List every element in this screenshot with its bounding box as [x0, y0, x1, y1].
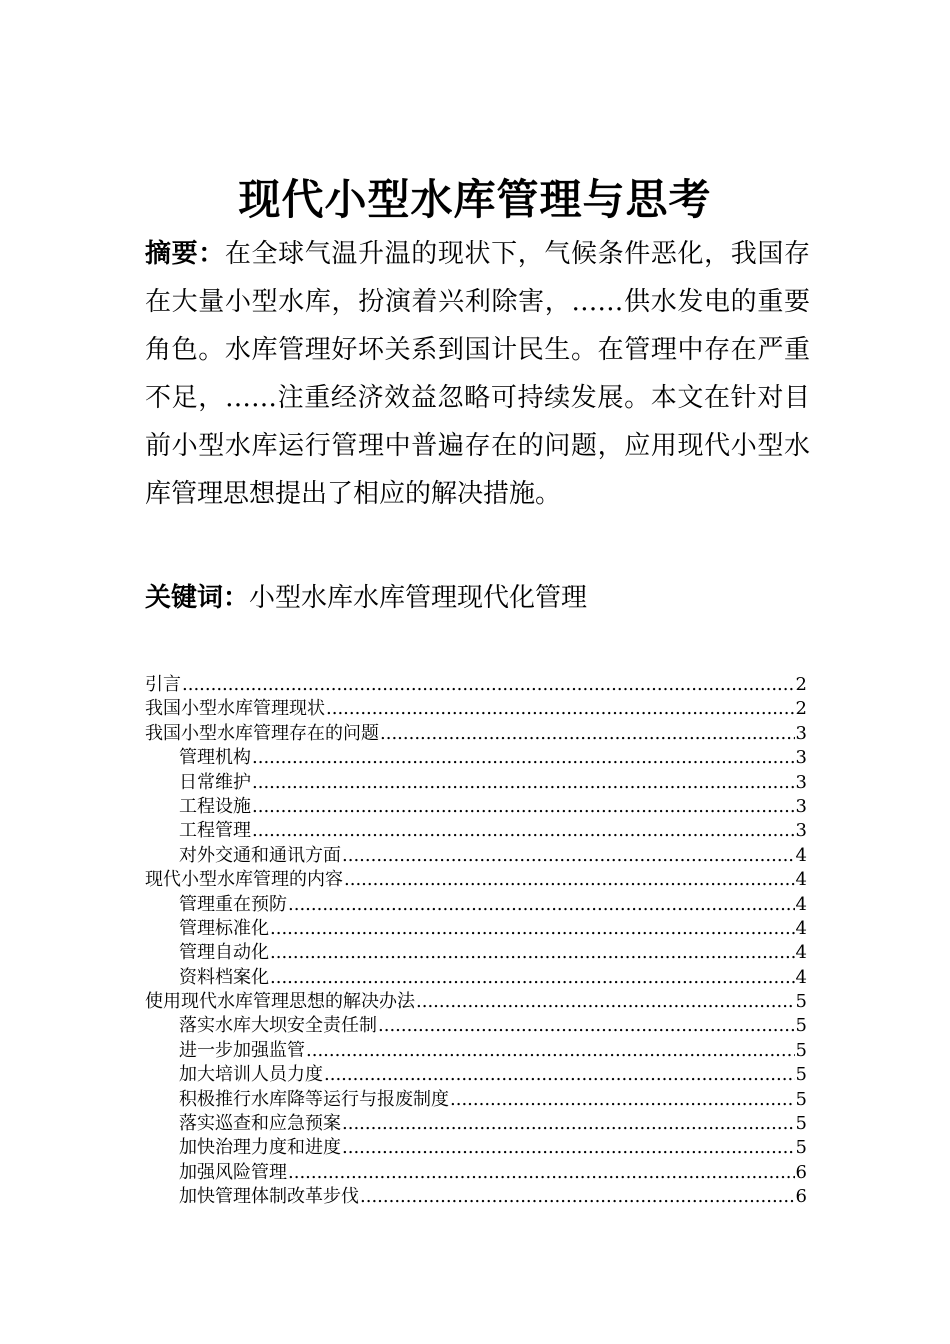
toc-entry[interactable]: [145, 966, 807, 990]
toc-entry-page-number: 3: [795, 771, 807, 793]
toc-entry[interactable]: [145, 893, 807, 917]
toc-entry-page-number: 4: [795, 869, 807, 891]
table-of-contents: [145, 673, 807, 1210]
toc-entry[interactable]: [145, 673, 807, 697]
toc-dot-leader: [252, 771, 795, 795]
toc-entry-page-number: 2: [795, 698, 807, 720]
toc-dot-leader: [306, 1039, 795, 1063]
toc-entry[interactable]: [145, 1136, 807, 1160]
toc-entry[interactable]: [145, 1185, 807, 1209]
toc-dot-leader: [360, 1185, 795, 1209]
toc-entry-label: 加快治理力度和进度: [179, 1137, 341, 1159]
toc-dot-leader: [416, 990, 795, 1014]
toc-entry-page-number: 2: [795, 674, 807, 695]
toc-entry[interactable]: [145, 795, 807, 819]
toc-entry[interactable]: [145, 990, 807, 1014]
toc-entry-page-number: 4: [795, 844, 807, 866]
keywords-text: 小型水库水库管理现代化管理: [249, 583, 588, 613]
toc-entry-page-number: 3: [795, 722, 807, 744]
toc-dot-leader: [288, 1161, 795, 1185]
toc-entry[interactable]: [145, 1088, 807, 1112]
toc-entry[interactable]: [145, 722, 807, 746]
toc-dot-leader: [450, 1088, 795, 1112]
toc-entry-label: 管理自动化: [179, 942, 269, 964]
toc-entry-label: 我国小型水库管理现状: [145, 698, 325, 720]
toc-entry[interactable]: [145, 1039, 807, 1063]
toc-entry-label: 现代小型水库管理的内容: [145, 869, 343, 891]
toc-dot-leader: [378, 1014, 795, 1038]
toc-entry-page-number: 5: [795, 991, 807, 1013]
toc-entry-page-number: 3: [795, 747, 807, 769]
toc-entry[interactable]: [145, 868, 807, 892]
toc-entry-page-number: 6: [795, 1161, 807, 1183]
toc-entry-label: 加大培训人员力度: [179, 1064, 323, 1086]
toc-entry-label: 我国小型水库管理存在的问题: [145, 722, 379, 744]
toc-dot-leader: [324, 1063, 795, 1087]
toc-dot-leader: [270, 917, 795, 941]
toc-dot-leader: [326, 697, 795, 721]
toc-entry-page-number: 5: [795, 1088, 807, 1110]
keywords-line: [145, 578, 587, 618]
toc-entry-page-number: 5: [795, 1015, 807, 1037]
keywords-label: 关键词：: [145, 583, 250, 613]
toc-entry[interactable]: [145, 1014, 807, 1038]
toc-entry-page-number: 5: [795, 1039, 807, 1061]
toc-dot-leader: [342, 1136, 795, 1160]
toc-entry-label: 进一步加强监管: [179, 1039, 305, 1061]
toc-entry[interactable]: [145, 1063, 807, 1087]
toc-entry-page-number: 4: [795, 917, 807, 939]
toc-entry[interactable]: [145, 1161, 807, 1185]
toc-entry[interactable]: [145, 941, 807, 965]
toc-dot-leader: [342, 844, 795, 868]
toc-entry[interactable]: [145, 917, 807, 941]
toc-dot-leader: [344, 868, 795, 892]
toc-dot-leader: [380, 722, 795, 746]
toc-dot-leader: [182, 673, 795, 697]
abstract-label: 摘要：: [145, 239, 225, 269]
abstract-paragraph: [145, 230, 810, 518]
abstract-text: 在全球气温升温的现状下，气候条件恶化，我国存在大量小型水库，扮演着兴利除害，……供水发电的重要角色。水库管理好坏关系到国计民生。在管理中存在严重不足，……注重经济效益忽略可持续发展。本文在针对目前小型水库运行管理中普遍存在的问题，应用现代小型水库管理思想提出了相应的解决措施。: [145, 239, 810, 509]
toc-entry-page-number: 4: [795, 966, 807, 988]
toc-entry-label: 工程设施: [179, 795, 251, 817]
toc-entry-label: 管理机构: [179, 747, 251, 769]
toc-entry-label: 使用现代水库管理思想的解决办法: [145, 991, 415, 1013]
toc-entry-label: 管理重在预防: [179, 893, 287, 915]
toc-entry[interactable]: [145, 771, 807, 795]
toc-dot-leader: [252, 795, 795, 819]
toc-entry-page-number: 4: [795, 893, 807, 915]
toc-entry[interactable]: [145, 1112, 807, 1136]
toc-entry-label: 落实水库大坝安全责任制: [179, 1015, 377, 1037]
toc-entry-label: 加快管理体制改革步伐: [179, 1186, 359, 1208]
toc-entry-label: 资料档案化: [179, 966, 269, 988]
toc-entry-label: 工程管理: [179, 820, 251, 842]
toc-entry[interactable]: [145, 844, 807, 868]
toc-dot-leader: [270, 966, 795, 990]
toc-entry[interactable]: [145, 697, 807, 721]
toc-entry-page-number: 6: [795, 1186, 807, 1208]
toc-entry-page-number: 5: [795, 1064, 807, 1086]
toc-entry[interactable]: [145, 819, 807, 843]
toc-dot-leader: [270, 941, 795, 965]
toc-dot-leader: [252, 746, 795, 770]
toc-entry-page-number: 5: [795, 1137, 807, 1159]
document-title: 现代小型水库管理与思考: [238, 175, 712, 224]
toc-entry-label: 日常维护: [179, 771, 251, 793]
toc-entry[interactable]: [145, 746, 807, 770]
toc-entry-page-number: 4: [795, 942, 807, 964]
toc-entry-label: 加强风险管理: [179, 1161, 287, 1183]
toc-dot-leader: [342, 1112, 795, 1136]
toc-entry-label: 落实巡查和应急预案: [179, 1113, 341, 1135]
toc-entry-label: 对外交通和通讯方面: [179, 844, 341, 866]
toc-entry-label: 积极推行水库降等运行与报废制度: [179, 1088, 449, 1110]
toc-dot-leader: [252, 819, 795, 843]
toc-entry-page-number: 5: [795, 1113, 807, 1135]
toc-entry-page-number: 3: [795, 795, 807, 817]
toc-dot-leader: [288, 893, 795, 917]
toc-entry-page-number: 3: [795, 820, 807, 842]
toc-entry-label: 管理标准化: [179, 917, 269, 939]
toc-entry-label: 引言: [145, 674, 181, 695]
